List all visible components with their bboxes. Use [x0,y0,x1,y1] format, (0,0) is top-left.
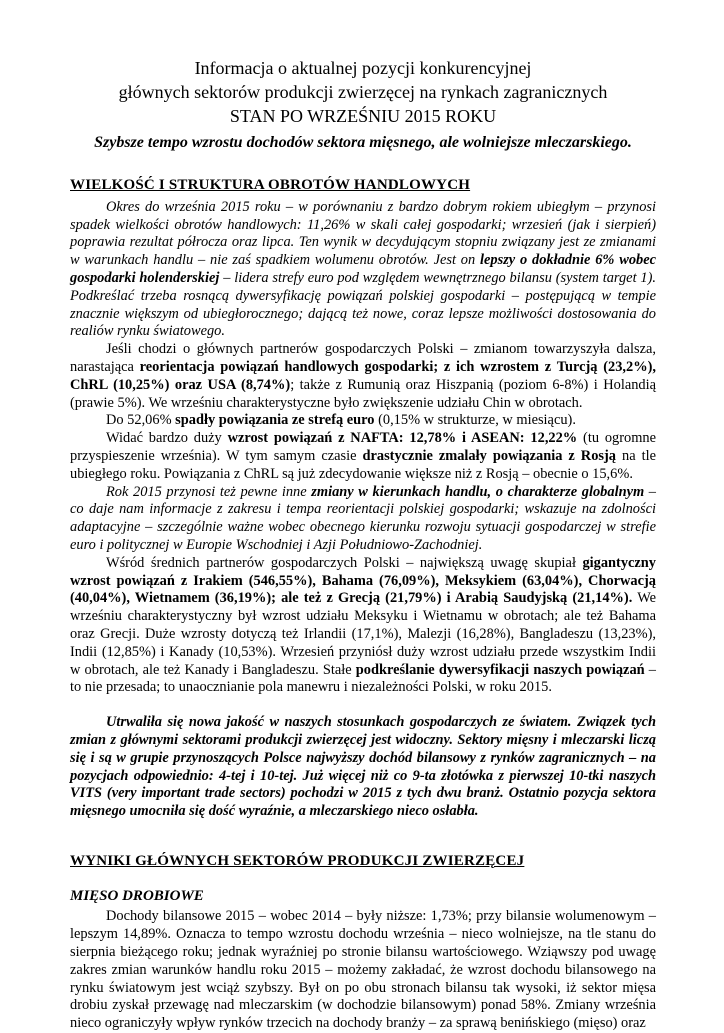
text-run: gigantyczny wzrost powiązań z Irakiem (546,55%), Bahama (76,09%), Meksykiem (63,04%), Chorwacją (40,04%), Wietnamem (36,19%); ale też z Grecją (21,79%) i Arabią Saudyjską (21,14%). [70,554,656,607]
paragraph [70,430,656,483]
text-run: (0,15% w strukturze, w miesiącu). [374,412,576,429]
text-run: reorientacja powiązań handlowych gospodarki; z ich wzrostem z Turcją (23,2%), ChRL (10,25%) oraz USA (8,74%) [70,358,656,393]
text-run: Jeśli chodzi o głównych partnerów gospodarczych Polski – zmianom towarzyszyła dalsza, narastająca [70,341,656,375]
paragraph [70,714,656,821]
text-run: – to nie przesada; to unaocznianie pola manewru i niezależności Polski, w roku 2015. [70,661,656,696]
document-title [70,56,656,128]
paragraph [70,341,656,412]
text-run: – lidera strefy euro pod względem wewnętrznego bilansu (system target 1). Podkreślać trzeba rosnącą dywersyfikację powiązań polskiej gospodarki – postępującą w tempie znacznie większym od ubiegłorocznego; dającą też nowe, coraz lepsze możliwości dostosowania do realiów rynku światowego. [70,269,656,340]
text-run: Okres do września 2015 roku – w porównaniu z bardzo dobrym rokiem ubiegłym – przynosi spadek wielkości obrotów handlowych: 11,26% w skali całej gospodarki; wrzesień (jak i sierpień) poprawia rezultat półrocza oraz lipca. Ten wynik w decydującym stopniu związany jest ze zmianami w warunkach handlu – nie zaś spadkiem wolumenu obrotów. Jest on [70,198,656,269]
text-run: na tle ubiegłego roku. Powiązania z ChRL są już zdecydowanie większe niż z Rosją – obecnie o 15,6%. [70,447,656,482]
text-run: Do 52,06% [106,412,176,429]
text-run: Wśród średnich partnerów gospodarczych Polski – największą uwagę skupiał [106,554,583,571]
document-subtitle: Szybsze tempo wzrostu dochodów sektora mięsnego, ale wolniejsze mleczarskiego. [94,134,632,151]
document-body [70,177,656,1033]
text-run: – co daje nam informacje z zakresu i tempa reorientacji polskiej gospodarki; wskazuje na zdolności adaptacyjne – szczególnie ważne wobec obecnego kierunku rozwoju sytuacji gospodarczej w strefie euro i politycznej w Europie Wschodniej i Azji Południowo-Zachodniej. [70,483,656,553]
text-run: lepszy o dokładnie 6% wobec gospodarki holenderskiej [70,252,656,286]
paragraph [70,555,656,697]
text-run: ; także z Rumunią oraz Hiszpanią (poziom 6-8%) i Holandią (prawie 5%). We wrześniu charakterystyczne było zwiększenie udziału Chin w obrotach. [70,376,657,411]
title-line-3: STAN PO WRZEŚNIU 2015 ROKU [229,106,497,126]
text-run: podkreślanie dywersyfikacji naszych powiązań [355,661,645,678]
text-run: Dochody bilansowe 2015 – wobec 2014 – były niższe: 1,73%; przy bilansie wolumenowym – lepszym 14,89%. Oznacza to tempo wzrostu dochodu września – nieco wolniejsze, na tle stanu do sierpnia bieżącego roku; jednak wyraźniej po stronie bilansu wartościowego. Wziąwszy pod uwagę zakres zmian warunków handlu roku 2015 – możemy zakładać, że wzrost dochodu bilansowego na rynku światowym jest wciąż szybszy. Był on po obu stronach bilansu tak wysoki, iż sektor mięsa drobiu zyskał przewagę nad mleczarskim (w dochodzie bilansowym) ponad 58%. Zmiany września nieco ograniczyły wpływ rynków trzecich na dochody branży – za sprawą benińskiego (mięso) oraz [70,908,656,1032]
text-run: Widać bardzo duży [106,430,228,447]
paragraph [70,484,656,555]
title-line-1: Informacja o aktualnej pozycji konkurencyjnej [194,58,532,78]
section-heading: WIELKOŚĆ I STRUKTURA OBROTÓW HANDLOWYCH [70,177,471,193]
section-subheading: MIĘSO DROBIOWE [70,887,204,904]
text-run: zmiany w kierunkach handlu, o charakterze globalnym [311,483,645,500]
paragraph [70,412,656,430]
text-run: (tu ogromne przyspieszenie września). W tym samym czasie [70,430,656,464]
text-run: Rok 2015 przynosi też pewne inne [106,483,312,500]
paragraph [70,199,656,341]
title-line-2: głównych sektorów produkcji zwierzęcej na rynkach zagranicznych [118,82,608,102]
text-run: drastycznie zmalały powiązania z Rosją [362,447,616,464]
text-run: Utrwaliła się nowa jakość w naszych stosunkach gospodarczych ze światem. Związek tych zmian z głównymi sektorami produkcji zwierzęcej jest widoczny. Sektory mięsny i mleczarski liczą się i są w grupie przynoszących Polsce najwyższy dochód bilansowy z rynków zagranicznych – na pozycjach odpowiednio: 4-tej i 10-tej. Już więcej niż co 9-ta złotówka z pierwszej 10-tki naszych VITS (very important trade sectors) pochodzi w 2015 z tych dwu branż. Ostatnio pozycja sektora mięsnego umocniła się dość wyraźnie, a mleczarskiego nieco osłabła. [70,714,656,820]
text-run: wzrost powiązań z NAFTA: 12,78% i ASEAN: 12,22% [227,430,578,447]
paragraph [70,908,656,1033]
text-run: spadły powiązania ze strefą euro [175,412,375,429]
text-run: We wrześniu charakterystyczny był wzrost udziału Meksyku i Wietnamu w obrotach; ale też Bahama oraz Grecji. Duże wzrosty dotyczą też Irlandii (17,1%), Malezji (16,28%), Bangladeszu (13,23%), Indii (12,85%) i Kanady (10,53%). Wrzesień przyniósł duży wzrost udziału przede wszystkim Indii w obrotach, ale też Kanady i Bangladeszu. Stałe [70,590,657,678]
section-heading: WYNIKI GŁÓWNYCH SEKTORÓW PRODUKCJI ZWIERZĘCEJ [70,852,525,869]
